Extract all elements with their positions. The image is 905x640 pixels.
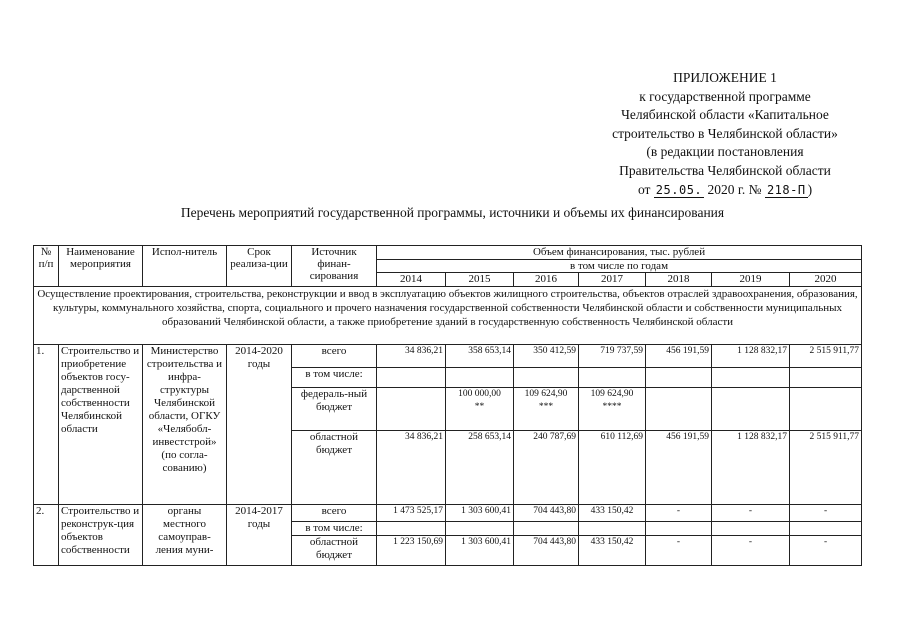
row1-total-label: всего (292, 345, 377, 368)
appendix-line: Челябинской области «Капитальное (621, 107, 829, 123)
row1-reg-cell: 34 836,21 (377, 431, 446, 505)
row1-reg-cell: 258 653,14 (446, 431, 514, 505)
row1-reg-cell: 240 787,69 (514, 431, 579, 505)
row2-total-cell: 433 150,42 (579, 505, 646, 522)
row2-total-cell: - (712, 505, 790, 522)
fed-value: 109 624,90 (524, 389, 568, 399)
header-name: Наименование мероприятия (59, 246, 143, 287)
header-volume: Объем финансирования, тыс. рублей (377, 246, 862, 260)
appendix-line: строительство в Челябинской области» (612, 125, 838, 141)
row1-total-cell: 350 412,59 (514, 345, 579, 368)
row2-total-cell: - (646, 505, 712, 522)
row1-name: Строительство и приобретение объектов госу-дарственной собственности Челябинской области (59, 345, 143, 505)
row2-executor: органы местного самоуправ-ления муни- (143, 505, 227, 566)
header-term: Срок реализа-ции (227, 246, 292, 287)
row2-reg-cell: - (646, 536, 712, 566)
fed-footnote-mark: *** (538, 402, 554, 412)
appendix-header (560, 69, 890, 199)
year-header: 2018 (646, 273, 712, 287)
header-by-year: в том числе по годам (377, 260, 862, 273)
row2-reg-cell: - (712, 536, 790, 566)
fed-value: 109 624,90 (590, 389, 634, 399)
row2-reg-label: областной бюджет (292, 536, 377, 566)
fed-footnote-mark: ** (474, 402, 485, 412)
year-header: 2020 (790, 273, 862, 287)
year-header: 2019 (712, 273, 790, 287)
row1-reg-label: областной бюджет (292, 431, 377, 505)
section-description: Осуществление проектирования, строительства, реконструкции и ввод в эксплуатацию объектов жилищного строительства, объектов отраслей здравоохранения, образования, культуры, коммунального хозяйства, спорта, социального и прочего назначения государственной собственности Челябинской области и собственности муниципальных образований Челябинской области, а также приобретение зданий в государственную собственность Челябинской области (34, 287, 862, 345)
row2-reg-cell: 1 303 600,41 (446, 536, 514, 566)
date-suffix: 2020 г. № (707, 181, 762, 197)
row1-total-cell: 34 836,21 (377, 345, 446, 368)
row1-fed-cell (446, 388, 514, 431)
row1-fed-cell (377, 388, 446, 431)
row2-name: Строительство и реконструк-ция объектов собственности (59, 505, 143, 566)
header-source: Источник финан-сирования (292, 246, 377, 287)
row2-incl-label: в том числе: (292, 522, 377, 536)
row1-total-cell: 358 653,14 (446, 345, 514, 368)
fed-footnote-mark: **** (602, 402, 622, 412)
row2-num: 2. (34, 505, 59, 566)
row1-fed-cell (514, 388, 579, 431)
close-paren: ) (807, 181, 813, 197)
row2-reg-cell: - (790, 536, 862, 566)
year-header: 2016 (514, 273, 579, 287)
appendix-title: ПРИЛОЖЕНИЕ 1 (673, 70, 777, 85)
year-header: 2017 (579, 273, 646, 287)
row1-total-cell: 1 128 832,17 (712, 345, 790, 368)
row1-reg-cell: 456 191,59 (646, 431, 712, 505)
row2-term: 2014-2017 годы (227, 505, 292, 566)
resolution-number: 218-П (766, 182, 806, 197)
row2-reg-cell: 704 443,80 (514, 536, 579, 566)
resolution-date-line (560, 181, 890, 200)
row1-fed-label: федераль-ный бюджет (292, 388, 377, 431)
list-title: Перечень мероприятий государственной программы, источники и объемы их финансирования (180, 205, 725, 220)
row2-total-cell: 704 443,80 (514, 505, 579, 522)
date-prefix: от (637, 181, 651, 197)
resolution-date: 25.05. (655, 182, 703, 197)
header-executor: Испол-нитель (143, 246, 227, 287)
appendix-line: (в редакции постановления (646, 144, 804, 160)
row1-incl-label: в том числе: (292, 368, 377, 388)
row1-total-cell: 456 191,59 (646, 345, 712, 368)
row1-reg-cell: 1 128 832,17 (712, 431, 790, 505)
row2-total-cell: - (790, 505, 862, 522)
row1-reg-cell: 2 515 911,77 (790, 431, 862, 505)
row1-fed-cell (790, 388, 862, 431)
row2-reg-cell: 1 223 150,69 (377, 536, 446, 566)
fed-value: 100 000,00 (458, 389, 501, 399)
row2-reg-cell: 433 150,42 (579, 536, 646, 566)
row1-fed-cell (579, 388, 646, 431)
appendix-line: к государственной программе (639, 88, 811, 104)
row2-total-cell: 1 473 525,17 (377, 505, 446, 522)
row1-fed-cell (646, 388, 712, 431)
row1-fed-cell (712, 388, 790, 431)
appendix-line: Правительства Челябинской области (619, 162, 831, 178)
header-num: № п/п (34, 246, 59, 287)
row1-total-cell: 2 515 911,77 (790, 345, 862, 368)
row2-total-cell: 1 303 600,41 (446, 505, 514, 522)
row2-total-label: всего (292, 505, 377, 522)
row1-reg-cell: 610 112,69 (579, 431, 646, 505)
year-header: 2015 (446, 273, 514, 287)
financing-table (33, 245, 862, 566)
row1-total-cell: 719 737,59 (579, 345, 646, 368)
row1-num: 1. (34, 345, 59, 505)
year-header: 2014 (377, 273, 446, 287)
row1-executor: Министерство строительства и инфра-структуры Челябинской области, ОГКУ «Челябобл-инвестстрой» (по согла-сованию) (143, 345, 227, 505)
row1-term: 2014-2020 годы (227, 345, 292, 505)
